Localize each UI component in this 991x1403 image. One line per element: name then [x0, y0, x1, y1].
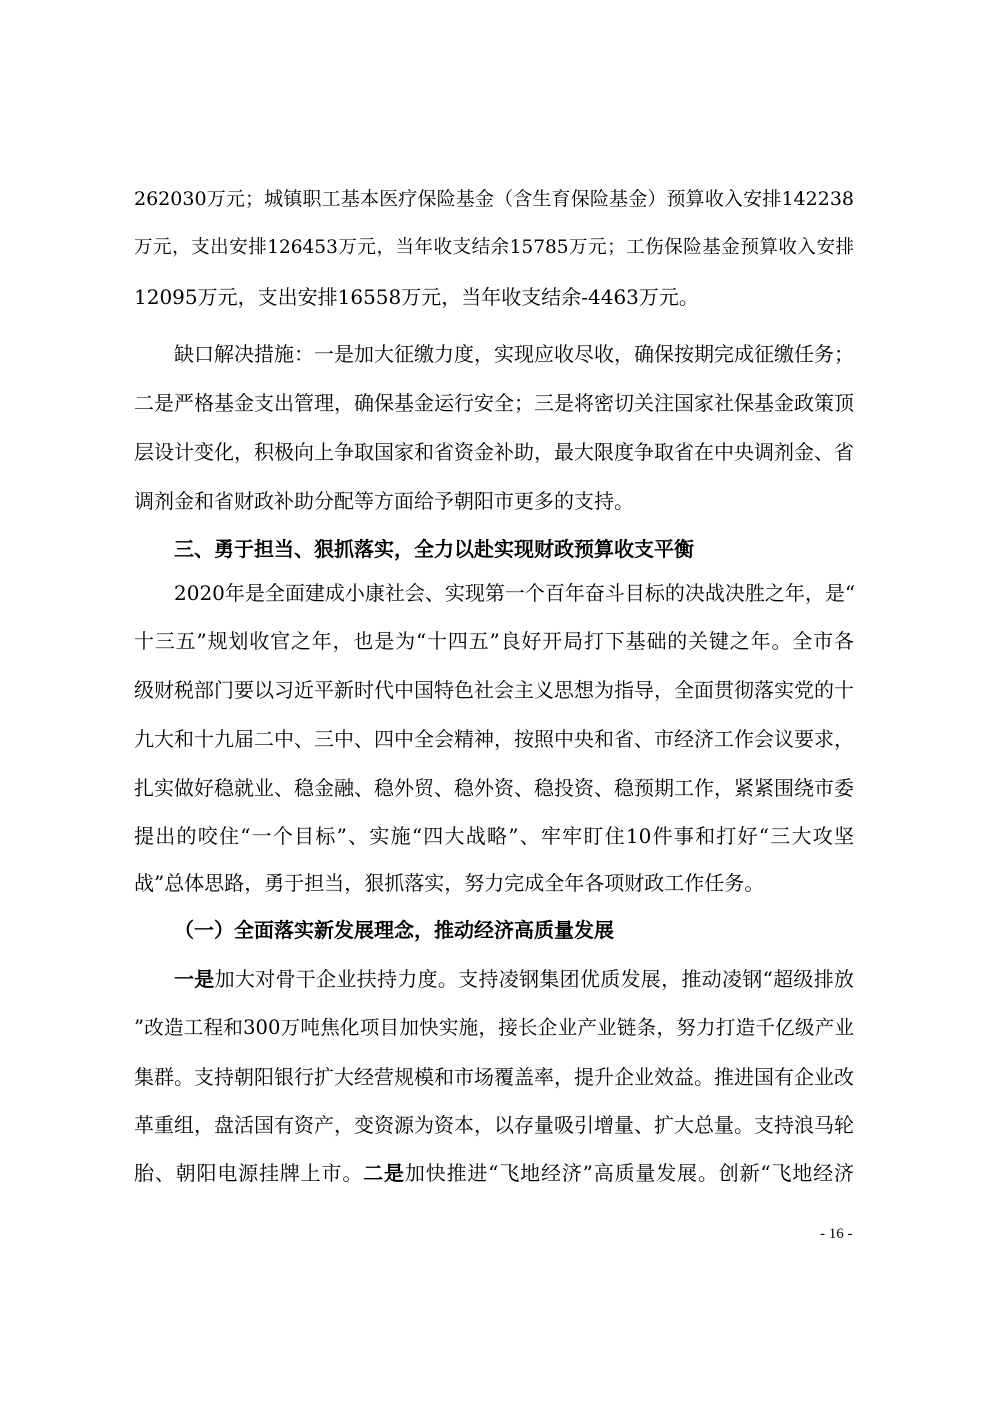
body-text-line: 2020年是全面建成小康社会、实现第一个百年奋斗目标的决战决胜之年，是“ [174, 581, 856, 605]
body-text-line: 十三五”规划收官之年，也是为“十四五”良好开局打下基础的关键之年。全市各 [134, 629, 854, 653]
body-text-line: 万元，支出安排126453万元，当年收支结余15785万元；工伤保险基金预算收入安排 [134, 237, 854, 258]
body-text-line: 缺口解决措施：一是加大征缴力度，实现应收尽收，确保按期完成征缴任务； [174, 342, 854, 366]
body-text-line: 革重组，盘活国有资产，变资源为资本，以存量吸引增量、扩大总量。支持浪马轮 [134, 1113, 854, 1137]
body-text-line: 提出的咬住“一个目标”、实施“四大战略”、牢牢盯住10件事和打好“三大攻坚 [134, 824, 854, 848]
body-text-line: 九大和十九届二中、三中、四中全会精神，按照中央和省、市经济工作会议要求， [134, 727, 854, 751]
emphasis-text: 二是 [363, 1161, 405, 1185]
body-text-line: 262030万元；城镇职工基本医疗保险基金（含生育保险基金）预算收入安排142238 [134, 188, 854, 210]
body-text-line [134, 1158, 854, 1188]
body-text-line: 集群。支持朝阳银行扩大经营规模和市场覆盖率，提升企业效益。推进国有企业改 [134, 1065, 854, 1089]
subsection-heading: （一）全面落实新发展理念，推动经济高质量发展 [174, 918, 614, 942]
body-text-line: 12095万元，支出安排16558万元，当年收支结余-4463万元。 [134, 285, 699, 309]
body-text-line: 扎实做好稳就业、稳金融、稳外贸、稳外资、稳投资、稳预期工作，紧紧围绕市委 [134, 776, 854, 800]
section-heading: 三、勇于担当、狠抓落实，全力以赴实现财政预算收支平衡 [174, 537, 694, 561]
body-text-span: 胎、朝阳电源挂牌上市。 [134, 1161, 364, 1185]
body-text-span: 加大对骨干企业扶持力度。支持凌钢集团优质发展，推动凌钢“超级排放 [214, 967, 854, 991]
emphasis-text: 一是 [174, 967, 215, 991]
page-number: - 16 - [820, 1226, 853, 1242]
body-text-span: 加快推进“飞地经济”高质量发展。创新“飞地经济 [404, 1161, 855, 1185]
body-text-line: ”改造工程和300万吨焦化项目加快实施，接长企业产业链条，努力打造千亿级产业 [134, 1016, 854, 1039]
body-text-line: 层设计变化，积极向上争取国家和省资金补助，最大限度争取省在中央调剂金、省 [134, 440, 854, 464]
body-text-line: 二是严格基金支出管理，确保基金运行安全；三是将密切关注国家社保基金政策顶 [134, 391, 854, 415]
body-text-line [174, 964, 854, 994]
body-text-line: 战”总体思路，勇于担当，狠抓落实，努力完成全年各项财政工作任务。 [134, 871, 765, 895]
body-text-line: 调剂金和省财政补助分配等方面给予朝阳市更多的支持。 [134, 489, 634, 513]
body-text-line: 级财税部门要以习近平新时代中国特色社会主义思想为指导，全面贯彻落实党的十 [134, 678, 854, 702]
